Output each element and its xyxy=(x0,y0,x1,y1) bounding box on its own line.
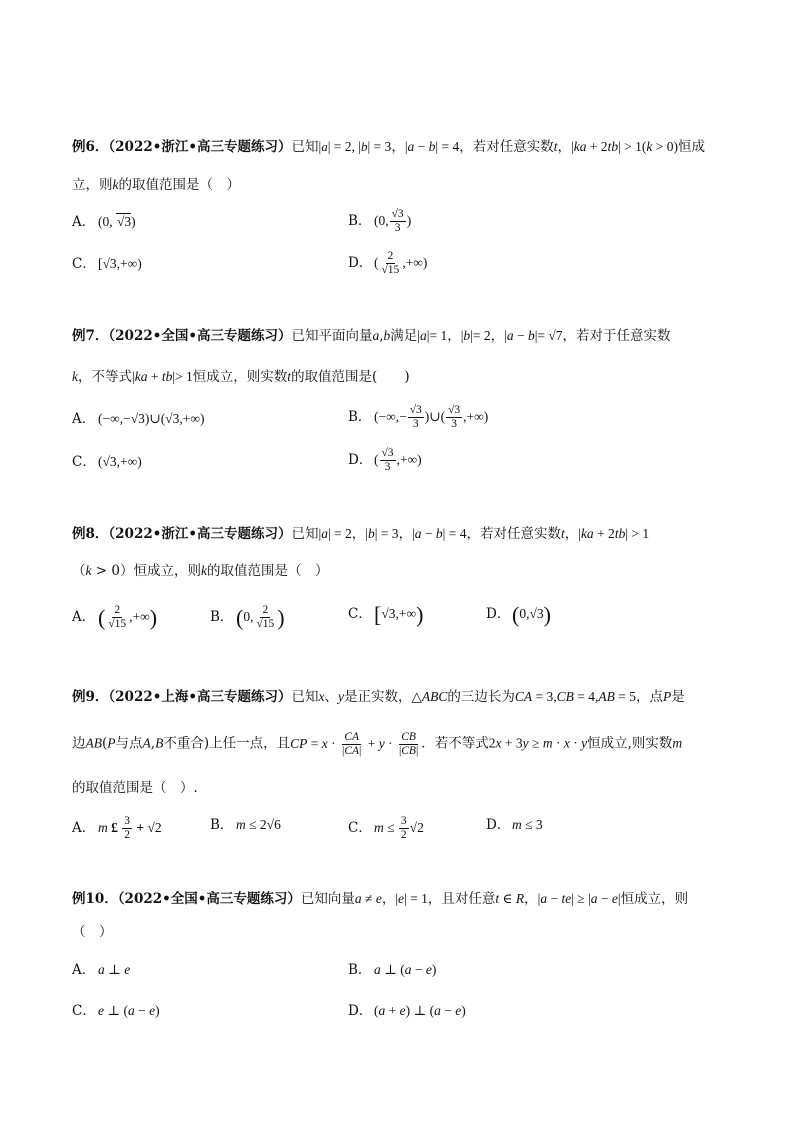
question-9-line-1: 例9．（2022•上海•高三专题练习）已知x、y是正实数，△ABC的三边长为CA = 3,CB = 4,AB = 5，点P是 xyxy=(72,689,685,705)
option-d[interactable]: D．(0,√3) xyxy=(486,601,551,627)
question-9-line-2: 边AB(P与点A,B不重合)上任一点，且CP = x · $\frac{CA}{|CA|}$ + y · $\frac{CB}{|CB|}$ ．若不等式2x + 3y ≥ m · x · y恒成立,则实数m xyxy=(72,731,683,757)
question-source: （2022•上海•高三专题练习） xyxy=(108,689,292,705)
question-source: （2022•全国•高三专题练习） xyxy=(117,891,301,907)
option-b[interactable]: B． (0, $\frac{√3}{3}$ ) xyxy=(348,208,412,234)
question-label: 例6 xyxy=(72,139,95,155)
option-a[interactable]: A． m £ $\frac{3}{2}$ + √2 xyxy=(72,815,162,841)
question-8-line-1: 例8．（2022•浙江•高三专题练习）已知|a| = 2，|b| = 3，|a − b| = 4，若对任意实数t，|ka + 2tb| > 1 xyxy=(72,526,650,542)
option-c[interactable]: C． (√3,+∞) xyxy=(72,454,142,470)
question-10-line-1: 例10．（2022•全国•高三专题练习）已知向量a ≠ e，|e| = 1，且对任意t ∈ R，|a − te| ≥ |a − e|恒成立，则 xyxy=(72,891,689,907)
question-label: 例9 xyxy=(72,689,95,705)
question-label: 例7 xyxy=(72,328,95,344)
question-label: 例10 xyxy=(72,891,105,907)
option-c[interactable]: C．[√3,+∞) xyxy=(348,601,424,627)
option-d[interactable]: D． ( $\frac{√3}{3}$ ,+∞) xyxy=(348,447,422,473)
question-7-line-2: k，不等式|ka + tb|> 1恒成立，则实数t的取值范围是( ) xyxy=(72,369,410,385)
question-source: （2022•全国•高三专题练习） xyxy=(108,328,292,344)
option-a[interactable]: A． (0, √3) xyxy=(72,214,136,230)
option-c[interactable]: C． m ≤ $\frac{3}{2}$ √2 xyxy=(348,815,424,841)
option-b[interactable]: B． m ≤ 2√6 xyxy=(210,817,281,833)
option-a[interactable]: A． (−∞,−√3)∪(√3,+∞) xyxy=(72,411,205,427)
question-source: （2022•浙江•高三专题练习） xyxy=(108,526,292,542)
option-a[interactable]: A． a ⊥ e xyxy=(72,962,131,978)
option-b[interactable]: B． (0, $\frac{2}{√15}$ ) xyxy=(210,604,285,630)
option-c[interactable]: C． e ⊥ (a − e) xyxy=(72,1003,160,1019)
option-d[interactable]: D． ( $\frac{2}{√15}$ ,+∞) xyxy=(348,250,428,276)
option-b[interactable]: B． a ⊥ (a − e) xyxy=(348,962,437,978)
question-6-line-2: 立，则k的取值范围是（ ） xyxy=(72,177,240,193)
question-6-line-1: 例6．（2022•浙江•高三专题练习）已知|a| = 2, |b| = 3，|a − b| = 4，若对任意实数t，|ka + 2tb| > 1(k > 0)恒成 xyxy=(72,139,705,155)
question-10-line-2: （ ） xyxy=(72,924,113,940)
question-8-line-2: （k > 0）恒成立，则k的取值范围是（ ） xyxy=(72,563,329,579)
option-b[interactable]: B． (−∞,− $\frac{√3}{3}$ )∪( $\frac{√3}{3}$ ,+∞) xyxy=(348,404,489,430)
option-a[interactable]: A． ( $\frac{2}{√15}$ ,+∞) xyxy=(72,604,158,630)
option-d[interactable]: D． m ≤ 3 xyxy=(486,817,543,833)
question-9-line-3: 的取值范围是（ ）. xyxy=(72,780,198,796)
question-source: （2022•浙江•高三专题练习） xyxy=(108,139,292,155)
question-label: 例8 xyxy=(72,526,95,542)
question-7-line-1: 例7．（2022•全国•高三专题练习）已知平面向量a,b满足|a|= 1，|b|= 2，|a − b|= √7，若对于任意实数 xyxy=(72,328,671,344)
option-c[interactable]: C． [√3,+∞) xyxy=(72,256,142,272)
option-d[interactable]: D． (a + e) ⊥ (a − e) xyxy=(348,1003,466,1019)
